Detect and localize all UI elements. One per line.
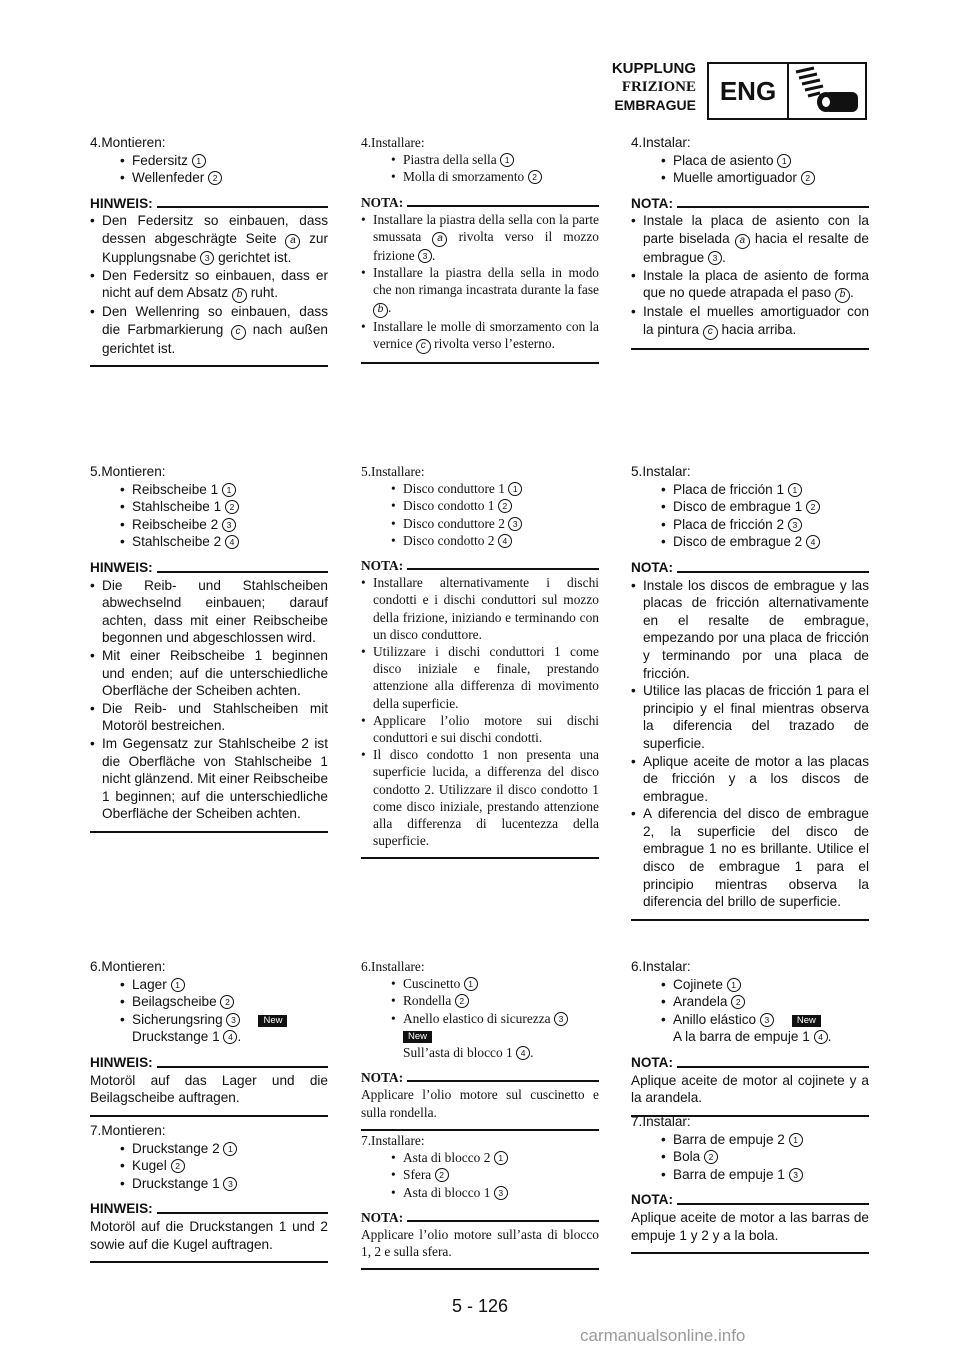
it-step-5 (361, 463, 599, 859)
section-title-it: FRIZIONE (621, 79, 696, 95)
note-body (631, 577, 869, 911)
de-step-6 (90, 958, 328, 1117)
note-body (631, 1072, 869, 1107)
divider (157, 1066, 328, 1068)
note-text: • Instale el muelles amortiguador con la pintura c hacia arriba. (631, 303, 869, 340)
note-body (90, 1072, 328, 1107)
note-text: Motoröl auf das Lager und die Beilagscheibe auftragen. (90, 1072, 328, 1106)
list-item: • Disco condotto 1 2 (361, 497, 599, 514)
callout-marker: 1 (494, 1151, 508, 1165)
note-heading: NOTA: (361, 557, 599, 574)
callout-marker: 3 (508, 517, 522, 531)
note-heading: NOTA: (361, 1069, 599, 1086)
list-item: A la barra de empuje 1 4 . (673, 1029, 832, 1045)
callout-marker: 4 (225, 535, 239, 549)
note-heading: HINWEIS: (90, 559, 328, 577)
callout-marker: 1 (171, 978, 185, 992)
divider (677, 571, 869, 573)
new-part-badge: New (792, 1015, 821, 1027)
note-text: Motoröl auf die Druckstangen 1 und 2 sowie auf die Kugel auftragen. (90, 1218, 328, 1252)
it-step-6 (361, 958, 599, 1131)
callout-marker: 4 (498, 534, 512, 548)
note-text: • Die Reib- und Stahlscheiben abwechselnd einbauen; darauf achten, dass mit einer Reibscheibe begonnen und abgeschlossen wird. (90, 577, 328, 647)
it-step-4 (361, 134, 599, 364)
es-step-6 (631, 958, 869, 1117)
note-body (631, 212, 869, 339)
note-text: • Instale la placa de asiento de forma que no quede atrapada el paso b . (631, 267, 869, 304)
note-text: • Aplique aceite de motor a las placas de fricción y a los discos de embrague. (631, 753, 869, 806)
section-header (612, 60, 696, 114)
callout-marker: 3 (200, 251, 214, 265)
note-text: • Im Gegensatz zur Stahlscheibe 2 ist die Oberfläche von Stahlscheibe 1 nicht glänzend. Mit einer Reibscheibe 1 beginnen; auf die unterschiedliche Oberfläche der Scheiben achten. (90, 735, 328, 823)
callout-marker: 1 (223, 1142, 237, 1156)
list-item: • Rondella 2 (361, 992, 599, 1009)
step-title: 6.Instalar: (631, 959, 691, 974)
note-heading: HINWEIS: (90, 1200, 328, 1218)
divider (631, 1252, 869, 1254)
step-title: 5.Montieren: (90, 464, 166, 479)
callout-marker: 2 (225, 500, 239, 514)
divider (407, 1220, 599, 1222)
note-text: • Den Federsitz so einbauen, dass dessen abgeschrägte Seite a zur Kupplungsnabe 3 gerichtet ist. (90, 212, 328, 266)
list-item: • Druckstange 1 3 (90, 1175, 328, 1193)
note-heading: NOTA: (631, 195, 869, 213)
callout-marker: 2 (435, 1168, 449, 1182)
list-item: • Piastra della sella 1 (361, 151, 599, 168)
divider (361, 362, 599, 364)
callout-marker: 3 (708, 251, 722, 265)
list-item: • Reibscheibe 2 3 (90, 516, 328, 534)
step-title: 7.Installare: (361, 1133, 425, 1148)
de-step-5 (90, 463, 328, 833)
divider (157, 206, 328, 208)
callout-marker: b (232, 288, 247, 303)
divider (361, 1268, 599, 1270)
de-note-heading: HINWEIS: (90, 195, 328, 213)
divider (90, 1115, 328, 1117)
note-text: • Installare la piastra della sella con la parte smussata a rivolta verso il mozzo frizione 3 . (361, 211, 599, 264)
note-text: • Den Wellenring so einbauen, dass die Farbmarkierung c nach außen gerichtet ist. (90, 303, 328, 357)
list-item: • Beilagscheibe 2 (90, 993, 328, 1011)
list-item: • Barra de empuje 2 1 (631, 1131, 869, 1149)
callout-marker: 2 (704, 1150, 718, 1164)
divider (90, 1261, 328, 1263)
callout-marker: 1 (508, 482, 522, 496)
divider (361, 1129, 599, 1131)
callout-marker: 3 (222, 518, 236, 532)
es-step-7 (631, 1113, 869, 1254)
callout-marker: c (231, 325, 246, 340)
list-item: • Cojinete 1 (631, 976, 869, 994)
note-text: Applicare l’olio motore sul cuscinetto e sulla rondella. (361, 1087, 599, 1120)
callout-marker: 2 (220, 995, 234, 1009)
note-body (361, 574, 599, 849)
list-item: • Cuscinetto 1 (361, 975, 599, 992)
list-item: • Placa de asiento 1 (631, 152, 869, 170)
de-step-4 (90, 134, 328, 367)
list-item: • Molla di smorzamento 2 (361, 168, 599, 185)
note-text: • Den Federsitz so einbauen, dass er nicht auf dem Absatz b ruht. (90, 267, 328, 304)
divider (677, 1066, 869, 1068)
callout-marker: b (835, 288, 850, 303)
callout-marker: 3 (554, 1012, 568, 1026)
callout-marker: 1 (788, 483, 802, 497)
list-item: • Placa de fricción 1 1 (631, 481, 869, 499)
note-text: • Die Reib- und Stahlscheiben mit Motoröl bestreichen. (90, 700, 328, 735)
list-item: • Anillo elástico 3 New (631, 1011, 869, 1029)
callout-marker: c (416, 339, 431, 354)
note-heading: NOTA: (631, 1191, 869, 1209)
spring-icon (789, 64, 865, 118)
callout-marker: a (285, 234, 300, 249)
es-step-5 (631, 463, 869, 921)
callout-marker: 1 (777, 154, 791, 168)
list-item: Druckstange 1 4 . (132, 1029, 242, 1045)
callout-marker: 1 (222, 483, 236, 497)
divider (407, 1080, 599, 1082)
callout-marker: 2 (801, 171, 815, 185)
note-text: • Installare le molle di smorzamento con la vernice c rivolta verso l’esterno. (361, 318, 599, 354)
callout-marker: 3 (226, 1013, 240, 1027)
callout-marker: 4 (516, 1046, 530, 1060)
note-text: • Instale la placa de asiento con la parte biselada a hacia el resalte de embrague 3 . (631, 212, 869, 266)
note-heading: NOTA: (631, 1054, 869, 1072)
divider (677, 1203, 869, 1205)
note-heading: NOTA: (631, 559, 869, 577)
step-title: 7.Montieren: (90, 1123, 166, 1138)
list-item: • Placa de fricción 2 3 (631, 516, 869, 534)
note-body (90, 1218, 328, 1253)
note-text: • Il disco condotto 1 non presenta una superficie lucida, a differenza del disco condotto 2. Utilizzare il disco condotto 1 come disco iniziale, prestando attenzione alla differenza di lucentezza della superficie. (361, 746, 599, 849)
note-text: • Instale los discos de embrague y las placas de fricción alternativamente en el resalte de embrague, empezando por una placa de fricción y terminando por una placa de fricción. (631, 577, 869, 683)
note-body (631, 1209, 869, 1244)
note-body (90, 577, 328, 823)
callout-marker: 3 (789, 1168, 803, 1182)
callout-marker: c (703, 325, 718, 340)
es-step-4 (631, 134, 869, 350)
new-part-badge: New (258, 1015, 287, 1027)
divider (631, 919, 869, 921)
step-title: 7.Instalar: (631, 1114, 691, 1129)
note-heading: NOTA: (361, 1209, 599, 1226)
list-item: • Arandela 2 (631, 993, 869, 1011)
note-body (361, 1086, 599, 1120)
eng-label: ENG (709, 64, 789, 118)
callout-marker: 2 (455, 994, 469, 1008)
section-title-es: EMBRAGUE (614, 97, 696, 113)
watermark: carmanualsonline.info (580, 1326, 746, 1345)
callout-marker: 4 (814, 1030, 828, 1044)
list-item: • Asta di blocco 1 3 (361, 1184, 599, 1201)
list-item: • Asta di blocco 2 1 (361, 1149, 599, 1166)
note-heading: NOTA: (361, 194, 599, 211)
note-text: • Utilizzare i dischi conduttori 1 come disco iniziale e finale, prestando attenzione alla differenza di movimento della superficie. (361, 643, 599, 712)
step-title: 5.Instalar: (631, 464, 691, 479)
divider (157, 571, 328, 573)
callout-marker: 1 (500, 153, 514, 167)
callout-marker: 3 (494, 1186, 508, 1200)
list-item: • Sfera 2 (361, 1166, 599, 1183)
note-text: Aplique aceite de motor a las barras de empuje 1 y 2 y a la bola. (631, 1209, 869, 1243)
step-title: 4.Instalar: (631, 135, 691, 150)
callout-marker: 2 (806, 500, 820, 514)
callout-marker: 3 (418, 249, 432, 263)
it-step-7 (361, 1132, 599, 1270)
note-text: • Installare alternativamente i dischi condotti e i dischi conduttori sul mozzo della frizione, iniziando e terminando con un disco conduttore. (361, 574, 599, 643)
divider (361, 857, 599, 859)
note-text: • Applicare l’olio motore sui dischi conduttori e sui dischi condotti. (361, 712, 599, 746)
list-item: • Disco conduttore 1 1 (361, 480, 599, 497)
callout-marker: 1 (789, 1133, 803, 1147)
note-text: Applicare l’olio motore sull’asta di blocco 1, 2 e sulla sfera. (361, 1227, 599, 1260)
step-title: 4.Installare: (361, 135, 425, 150)
list-item: Sull’asta di blocco 1 4 . (403, 1045, 534, 1061)
note-body (361, 1226, 599, 1260)
note-heading: HINWEIS: (90, 1054, 328, 1072)
list-item: • Disco de embrague 1 2 (631, 498, 869, 516)
callout-marker: 4 (223, 1030, 237, 1044)
note-body (361, 211, 599, 354)
note-text: • Installare la piastra della sella in modo che non rimanga incastrata durante la fase b . (361, 264, 599, 317)
callout-marker: 1 (192, 154, 206, 168)
divider (407, 568, 599, 570)
list-item: • Bola 2 (631, 1148, 869, 1166)
callout-marker: 3 (788, 518, 802, 532)
divider (677, 206, 869, 208)
divider (90, 365, 328, 367)
list-item: • Sicherungsring 3 New (90, 1011, 328, 1029)
list-item: • Federsitz 1 (90, 152, 328, 170)
de-step-7 (90, 1122, 328, 1263)
note-text: • A diferencia del disco de embrague 2, la superficie del disco de embrague 1 no es brillante. Utilice el disco de embrague 1 para el principio mientras observa la diferencia del brillo de superficie. (631, 805, 869, 911)
callout-marker: a (432, 232, 447, 247)
callout-marker: b (373, 303, 388, 318)
page-number: 5 - 126 (451, 1296, 509, 1316)
step-title: 6.Montieren: (90, 959, 166, 974)
list-item: • Reibscheibe 1 1 (90, 481, 328, 499)
callout-marker: 3 (760, 1013, 774, 1027)
list-item: • Stahlscheibe 1 2 (90, 498, 328, 516)
list-item: • Wellenfeder 2 (90, 169, 328, 187)
divider (157, 1212, 328, 1214)
note-text: • Mit einer Reibscheibe 1 beginnen und enden; auf die unterschiedliche Oberfläche der Scheiben achten. (90, 647, 328, 700)
list-item: • Lager 1 (90, 976, 328, 994)
divider (631, 348, 869, 350)
list-item: • Druckstange 2 1 (90, 1140, 328, 1158)
note-body (90, 212, 328, 357)
callout-marker: 2 (528, 170, 542, 184)
callout-marker: 1 (727, 978, 741, 992)
list-item: • Disco conduttore 2 3 (361, 515, 599, 532)
callout-marker: 4 (806, 535, 820, 549)
step-title: 6.Installare: (361, 959, 425, 974)
list-item: • Disco de embrague 2 4 (631, 533, 869, 551)
callout-marker: 2 (498, 499, 512, 513)
list-item: • Disco condotto 2 4 (361, 532, 599, 549)
list-item: • Muelle amortiguador 2 (631, 169, 869, 187)
step-title: 4.Montieren: (90, 135, 166, 150)
list-item: • Stahlscheibe 2 4 (90, 533, 328, 551)
note-text: Aplique aceite de motor al cojinete y a la arandela. (631, 1072, 869, 1106)
list-item: • Kugel 2 (90, 1157, 328, 1175)
callout-marker: 2 (731, 995, 745, 1009)
callout-marker: 3 (223, 1177, 237, 1191)
engine-section-badge (707, 62, 867, 120)
note-text: • Utilice las placas de fricción 1 para el principio y el final mientras observa la diferencia del trazado de superficie. (631, 682, 869, 752)
divider (90, 831, 328, 833)
list-item (361, 1027, 599, 1044)
callout-marker: 2 (171, 1159, 185, 1173)
list-item: • Barra de empuje 1 3 (631, 1166, 869, 1184)
step-title: 5.Installare: (361, 464, 425, 479)
divider (407, 205, 599, 207)
callout-marker: 1 (464, 977, 478, 991)
list-item: • Anello elastico di sicurezza 3 (361, 1010, 599, 1027)
new-part-badge: New (403, 1031, 432, 1043)
callout-marker: a (735, 234, 750, 249)
callout-marker: 2 (208, 171, 222, 185)
section-title-de: KUPPLUNG (611, 60, 696, 77)
